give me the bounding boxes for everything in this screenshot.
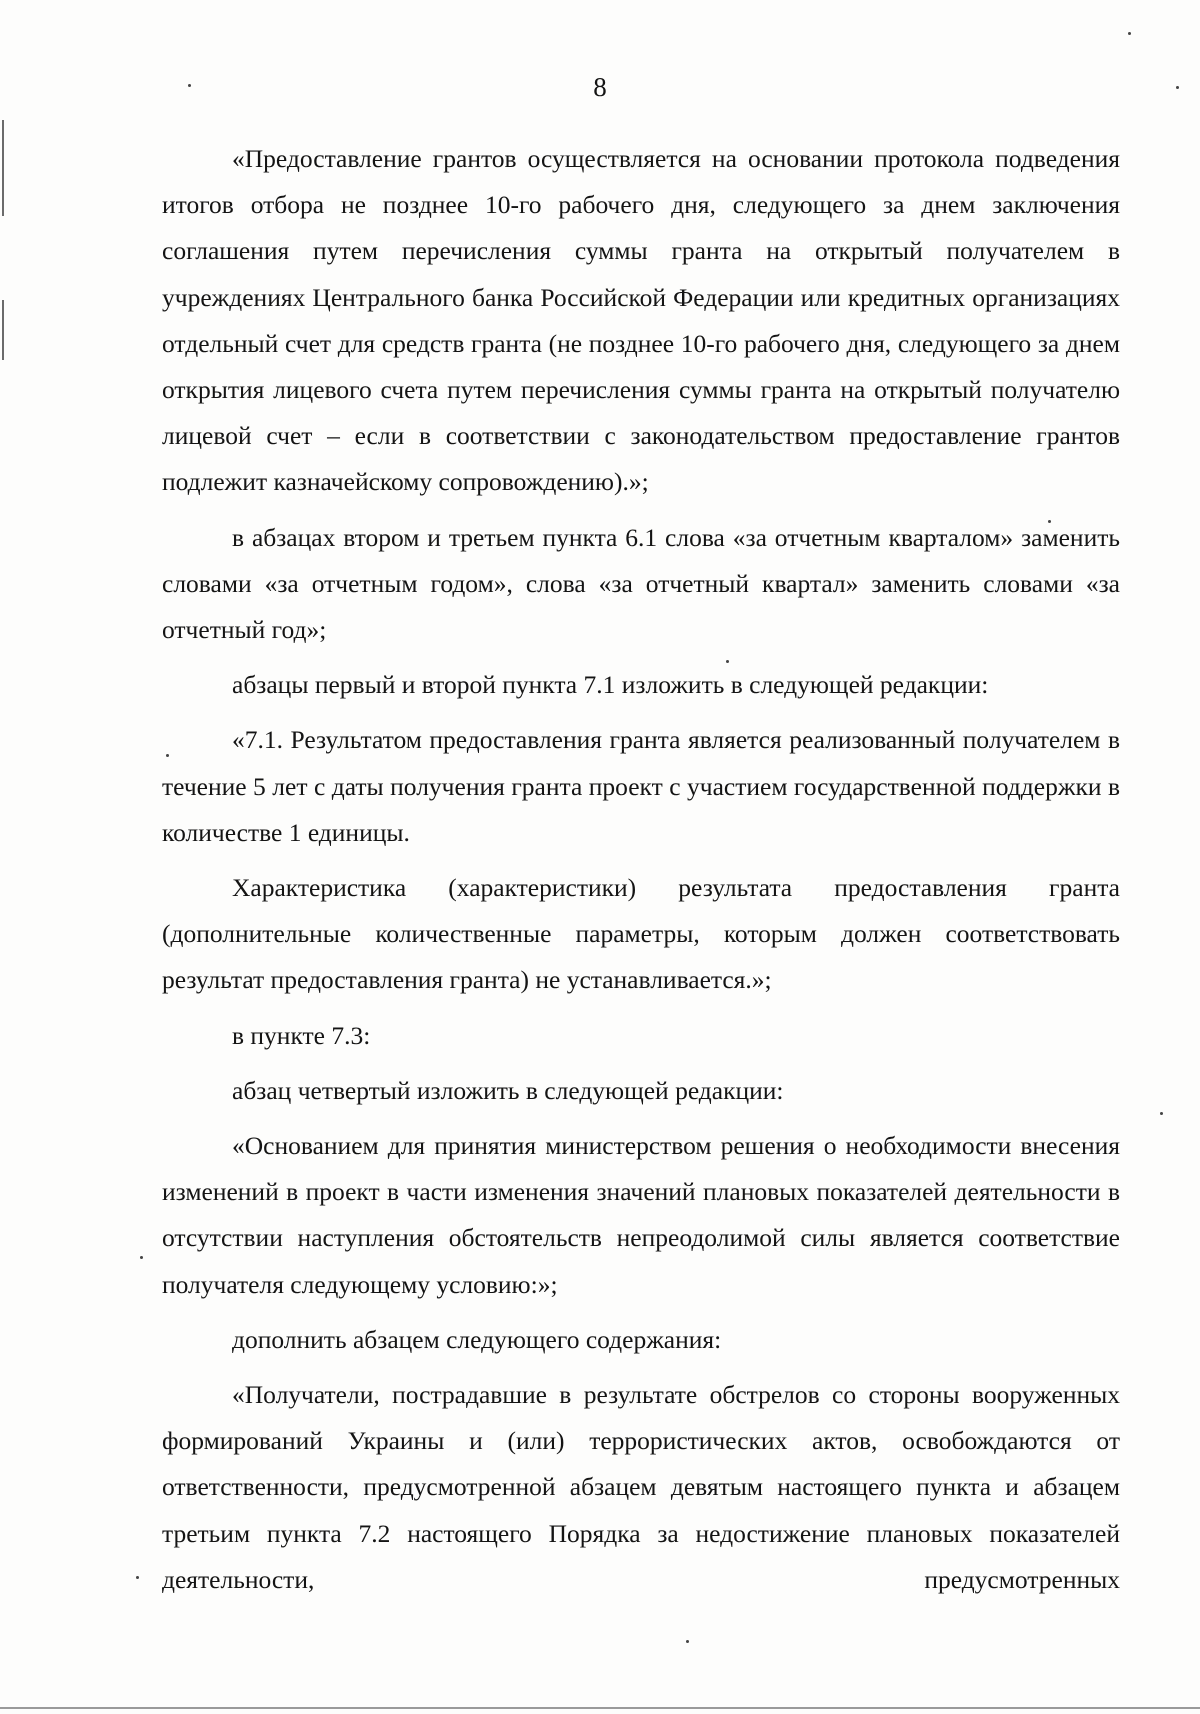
- paragraph-ministry-basis: «Основанием для принятия министерством решения о необходимости внесения изменений в проект в части изменения значений плановых показателей деятельности в отсутствии наступления обстоятельств непреодолимой силы является соответствие получателя следующему условию:»;: [162, 1131, 1120, 1299]
- scan-edge-mark: [2, 300, 4, 360]
- paragraph-result-characteristic: Характеристика (характеристики) результата предоставления гранта (дополнительные количественные параметры, которым должен соответствовать результат предоставления гранта) не устанавливается.»;: [162, 873, 1120, 995]
- paragraph-grant-payment: «Предоставление грантов осуществляется на основании протокола подведения итогов отбора не позднее 10-го рабочего дня, следующего за днем заключения соглашения путем перечисления суммы гранта на открытый получателем в учреждениях Центрального банка Российской Федерации или кредитных организациях отдельный счет для средств гранта (не позднее 10-го рабочего дня, следующего за днем открытия лицевого счета путем перечисления суммы гранта на открытый получателю лицевой счет – если в соответствии с законодательством предоставление грантов подлежит казначейскому сопровождению).»;: [162, 144, 1120, 497]
- paragraph-7-1-intro: абзацы первый и второй пункта 7.1 изложить в следующей редакции:: [232, 670, 989, 700]
- paragraph-7-3-intro: в пункте 7.3:: [232, 1020, 371, 1050]
- document-body: [162, 136, 1120, 1603]
- paragraph-replace-quarter: в абзацах втором и третьем пункта 6.1 слова «за отчетным кварталом» заменить словами «за отчетным годом», слова «за отчетный квартал» заменить словами «за отчетный год»;: [162, 522, 1120, 645]
- scan-speck: [136, 1576, 139, 1579]
- scan-speck: [140, 1256, 143, 1259]
- paragraph-add-abzac: дополнить абзацем следующего содержания:: [232, 1324, 722, 1354]
- scan-speck: [1160, 1112, 1163, 1115]
- page-number: 8: [593, 72, 607, 102]
- paragraph-fourth-abzac: абзац четвертый изложить в следующей редакции:: [232, 1075, 784, 1105]
- scan-edge-mark: [2, 120, 4, 216]
- scan-bottom-edge: [0, 1707, 1200, 1709]
- paragraph-recipients-exempt: «Получатели, пострадавшие в результате обстрелов со стороны вооруженных формирований Украины и (или) террористических актов, освобождаются от ответственности, предусмотренной абзацем девятым настоящего пункта и абзацем третьим пункта 7.2 настоящего Порядка за недостижение плановых показателей деятельности, предусмотренных: [162, 1380, 1120, 1594]
- paragraph-7-1-result: «7.1. Результатом предоставления гранта является реализованный получателем в течение 5 лет с даты получения гранта проект с участием государственной поддержки в количестве 1 единицы.: [162, 725, 1120, 847]
- scan-speck: [1128, 32, 1131, 35]
- scan-speck: [686, 1640, 689, 1643]
